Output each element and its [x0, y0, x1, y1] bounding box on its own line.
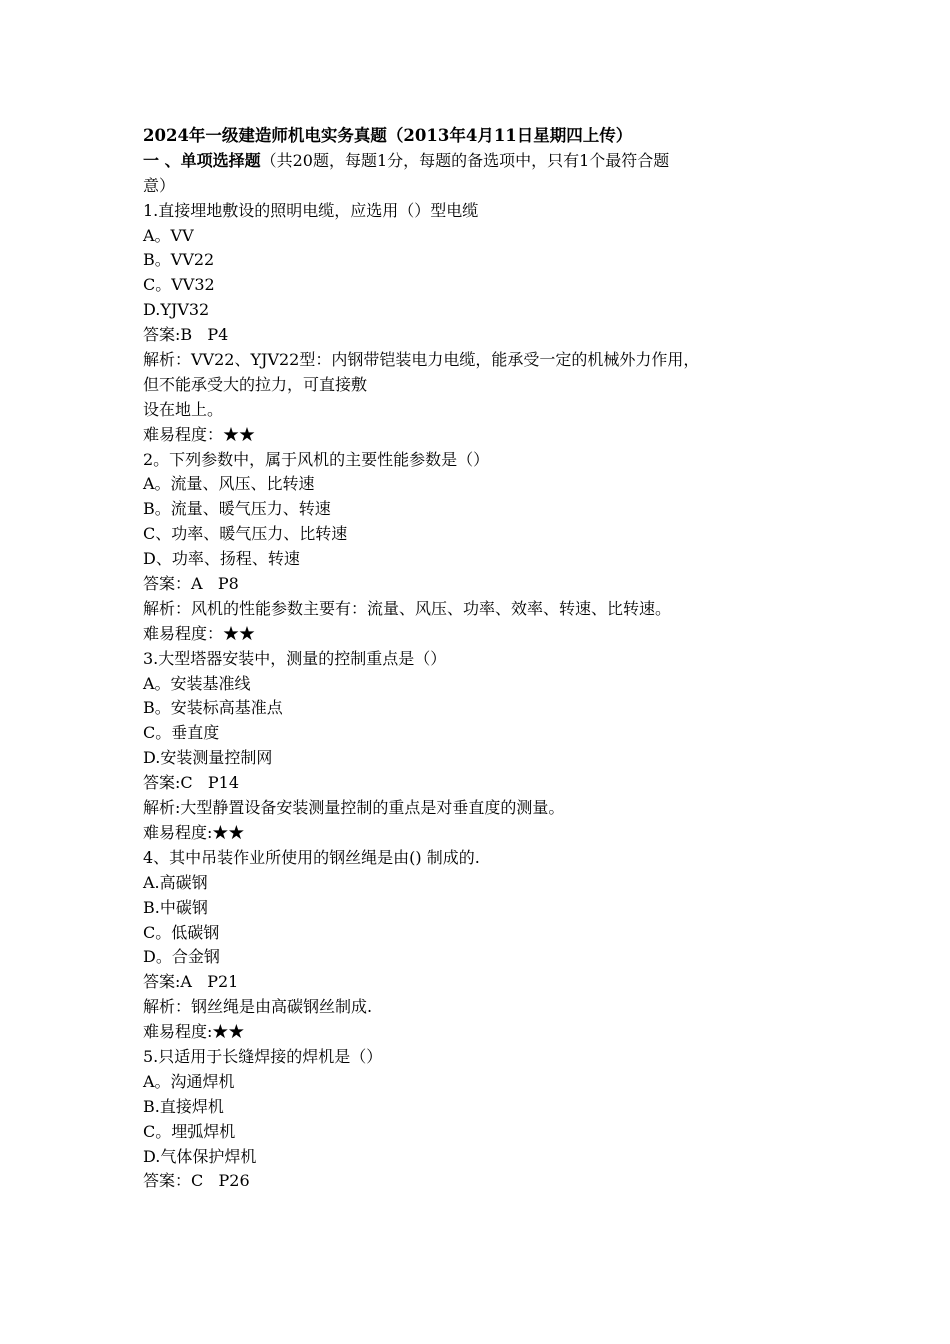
option-a: A。VV [143, 225, 194, 245]
question-1 [143, 199, 803, 448]
section-heading-line [143, 149, 803, 174]
option-b: B.中碳钢 [143, 897, 208, 917]
option-a: A。安装基准线 [143, 673, 251, 693]
difficulty-rating: 难易程度:★★ [143, 822, 245, 842]
option-b: B.直接焊机 [143, 1096, 224, 1116]
option-c: C、功率、暖气压力、比转速 [143, 524, 348, 544]
option-a: A.高碳钢 [143, 872, 208, 892]
option-b: B。VV22 [143, 250, 215, 270]
answer: 答案：A P8 [143, 574, 239, 594]
section-heading: 一 、单项选择题 [143, 150, 261, 170]
analysis-line: 但不能承受大的拉力，可直接敷 [143, 374, 368, 394]
section-note: （共20题，每题1分，每题的备选项中，只有1个最符合题 [260, 150, 670, 170]
option-c: C。垂直度 [143, 723, 220, 743]
analysis-line: 设在地上。 [143, 399, 224, 419]
option-d: D.YJV32 [143, 300, 210, 320]
question-stem: 2。下列参数中，属于风机的主要性能参数是（） [143, 449, 490, 469]
answer: 答案：C P26 [143, 1171, 250, 1191]
document-title: 2024年一级建造师机电实务真题（2013年4月11日星期四上传） [143, 126, 633, 145]
answer: 答案:C P14 [143, 773, 240, 793]
option-c: C。低碳钢 [143, 922, 220, 942]
analysis-line: 解析：风机的性能参数主要有：流量、风压、功率、效率、转速、比转速。 [143, 598, 672, 618]
option-c: C。埋弧焊机 [143, 1121, 236, 1141]
difficulty-rating: 难易程度：★★ [143, 424, 256, 444]
question-stem: 4、其中吊装作业所使用的钢丝绳是由() 制成的. [143, 847, 480, 867]
question-4 [143, 846, 803, 1045]
option-a: A。沟通焊机 [143, 1071, 235, 1091]
option-d: D。合金钢 [143, 947, 220, 967]
option-b: B。安装标高基准点 [143, 698, 283, 718]
analysis-line: 解析：钢丝绳是由高碳钢丝制成. [143, 997, 373, 1017]
option-b: B。流量、暖气压力、转速 [143, 499, 331, 519]
question-stem: 3.大型塔器安装中，测量的控制重点是（） [143, 648, 447, 668]
option-d: D、功率、扬程、转速 [143, 549, 300, 569]
document-page [143, 124, 803, 1194]
question-stem: 1.直接埋地敷设的照明电缆，应选用（）型电缆 [143, 200, 479, 220]
difficulty-rating: 难易程度：★★ [143, 623, 256, 643]
analysis-line: 解析：VV22、YJV22型：内钢带铠装电力电缆，能承受一定的机械外力作用， [143, 350, 700, 370]
question-3 [143, 647, 803, 846]
answer: 答案:B P4 [143, 325, 229, 345]
option-c: C。VV32 [143, 275, 215, 295]
answer: 答案:A P21 [143, 972, 239, 992]
question-5 [143, 1045, 803, 1194]
question-2 [143, 448, 803, 647]
difficulty-rating: 难易程度:★★ [143, 1022, 245, 1042]
option-d: D.安装测量控制网 [143, 748, 273, 768]
question-stem: 5.只适用于长缝焊接的焊机是（） [143, 1046, 383, 1066]
option-a: A。流量、风压、比转速 [143, 474, 315, 494]
option-d: D.气体保护焊机 [143, 1146, 257, 1166]
section-note-continued: 意） [143, 175, 176, 195]
analysis-line: 解析:大型静置设备安装测量控制的重点是对垂直度的测量。 [143, 798, 565, 818]
